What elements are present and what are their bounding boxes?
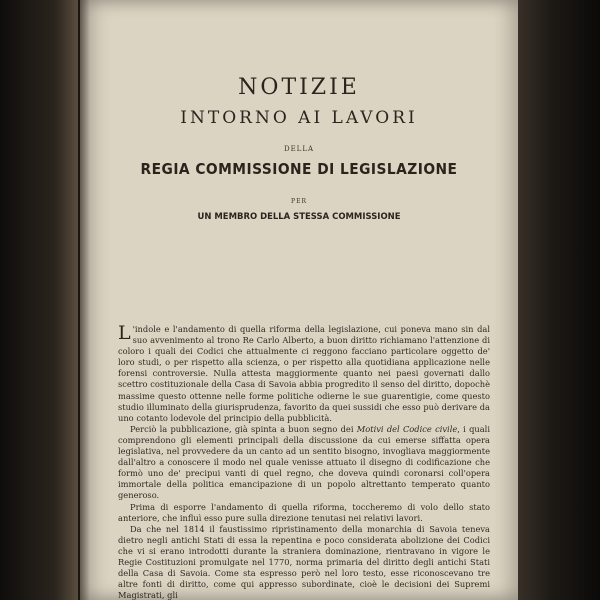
connector-per: PER bbox=[291, 198, 307, 205]
drop-cap: L bbox=[118, 322, 131, 344]
paragraph-2-text-a: Perciò la pubblicazione, già spinta a buon segno dei bbox=[130, 423, 357, 434]
paragraph-2-text-b: , i quali comprendono gli elementi principali della discussione da cui emerse siffatta opera legislativa, nel provvedere da un canto ad un sentito bisogno, invogliava maggiormente dall'altro a conoscere il modo nel quale venisse attuato il disegno di codificazione che formò uno de' precipui vanti di quel regno, che doveva quindi coronarsi coll'opera immortale della politica emancipazione di un popolo altrettanto temperato quanto generoso. bbox=[118, 423, 490, 501]
paragraph-2-italic: Motivi del Codice civile bbox=[356, 423, 458, 434]
paragraph-1-text: 'indole e l'andamento di quella riforma della legislazione, cui poneva mano sin dal suo avvenimento al trono Re Carlo Alberto, a buon diritto richiamano l'attenzione di coloro i quali dei Codici che attualmente ci reggono facciano particolare oggetto de' loro studi, o per rispetto alla scienza, o per rispetto alla quotidiana applicazione nelle forensi controversie. Nulla attesta maggiormente quanto nei paesi governati dallo scettro costituzionale della Casa di Savoia abbia progredito il senso del diritto, dopochè massime questo ottenne nelle forme politiche odierne le sue guarentigie, come questo studio illuminato della giurisprudenza, favorito da quei sussidi che esso può derivare da uno cotanto lodevole del principio della pubblicità. bbox=[118, 324, 490, 423]
commission-heading: REGIA COMMISSIONE DI LEGISLAZIONE bbox=[140, 160, 458, 178]
paragraph-1 bbox=[118, 324, 490, 424]
author-line: UN MEMBRO DELLA STESSA COMMISSIONE bbox=[197, 212, 401, 222]
connector-della: DELLA bbox=[283, 145, 315, 153]
paragraph-4: Da che nel 1814 il faustissimo ripristinamento della monarchia di Savoia teneva dietro negli antichi Stati di essa la repentina e poco considerata abolizione dei Codici che vi si erano introdotti durante la straniera dominazione, rientravano in vigore le Regie Costituzioni promulgate nel 1770, norma primaria del diritto degli antichi Stati della Casa di Savoia. Come sta espresso però nel loro testo, esse riconoscevano tre altre fonti di diritto, come qui appresso subordinate, cioè le decisioni dei Supremi Magistrati, gli bbox=[118, 523, 490, 600]
book-right-edge bbox=[514, 0, 600, 600]
paper-sheet bbox=[80, 0, 518, 600]
paragraph-3: Prima di esporre l'andamento di quella riforma, toccheremo di volo dello stato anteriore, che influì esso pure sulla direzione tenutasi nei relativi lavori. bbox=[118, 501, 490, 523]
page-fold-shadow bbox=[80, 0, 90, 600]
document-title: NOTIZIE bbox=[238, 75, 360, 100]
body-text bbox=[118, 324, 490, 600]
document-subtitle: INTORNO AI LAVORI bbox=[180, 108, 418, 128]
paragraph-2 bbox=[118, 424, 490, 502]
book-left-edge bbox=[0, 0, 78, 600]
